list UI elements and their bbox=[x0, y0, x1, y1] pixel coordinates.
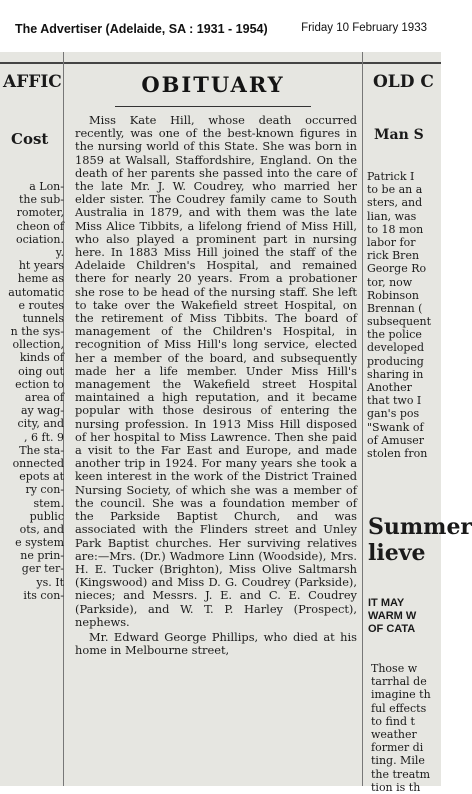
text-line: ots, and bbox=[19, 522, 64, 536]
heading-divider bbox=[115, 106, 311, 107]
text-line: subsequent bbox=[367, 315, 432, 329]
text-line: gan's pos bbox=[367, 407, 420, 421]
text-line: the sub- bbox=[19, 193, 64, 207]
text-line: labor for bbox=[367, 235, 416, 249]
subheadline-line: OF CATA bbox=[368, 623, 416, 635]
headline-line: Summer bbox=[368, 514, 472, 540]
text-line: public bbox=[29, 509, 64, 523]
text-line: stem. bbox=[33, 496, 64, 510]
text-line: epots at bbox=[19, 470, 64, 484]
text-line: weather bbox=[371, 727, 417, 741]
text-line: ne prin- bbox=[20, 549, 64, 563]
left-column bbox=[0, 52, 64, 786]
text-line: The sta- bbox=[19, 443, 64, 457]
subheadline-line: WARM W bbox=[368, 610, 417, 622]
text-line: Patrick I bbox=[367, 170, 415, 183]
text-line: ys. It bbox=[36, 575, 64, 589]
text-line: heme as bbox=[17, 272, 64, 286]
text-line: kinds of bbox=[19, 351, 64, 365]
text-line: tor, now bbox=[367, 275, 413, 289]
right-column-text-lower bbox=[371, 662, 431, 794]
text-line: , 6 ft. 9 bbox=[24, 430, 64, 444]
text-line: that two I bbox=[367, 394, 422, 408]
right-column-headline bbox=[368, 514, 472, 566]
text-line: ociation. bbox=[15, 232, 64, 246]
text-line: romoter, bbox=[16, 206, 64, 220]
text-line: Another bbox=[367, 381, 412, 394]
text-line: "Swank of bbox=[367, 420, 424, 434]
text-line: city, and bbox=[17, 417, 64, 431]
text-line: sters, and bbox=[367, 196, 423, 210]
text-line: tarrhal de bbox=[371, 675, 427, 689]
text-line: George Ro bbox=[367, 262, 427, 276]
text-line: the treatm bbox=[371, 767, 431, 781]
text-line: e system bbox=[15, 536, 64, 550]
text-line: a Lon- bbox=[29, 180, 64, 193]
text-line: tunnels bbox=[22, 311, 64, 325]
obituary-paragraph: Mr. Edward George Phillips, who died at his home in Melbourne street, bbox=[75, 629, 357, 658]
text-line: cheon of bbox=[16, 219, 64, 233]
newspaper-clipping bbox=[0, 52, 472, 794]
text-line: Brennan ( bbox=[367, 301, 423, 315]
text-line: lian, was bbox=[367, 209, 417, 223]
right-column-heading: OLD C bbox=[373, 72, 434, 92]
text-line: to 18 mon bbox=[367, 222, 424, 236]
text-line: the police bbox=[367, 328, 422, 342]
text-line: ollection, bbox=[12, 338, 64, 352]
text-line: rick Bren bbox=[367, 249, 420, 263]
publication-title: The Advertiser (Adelaide, SA : 1931 - 1954) bbox=[15, 22, 268, 36]
text-line: to find t bbox=[371, 714, 415, 728]
text-line: ger ter- bbox=[21, 562, 64, 576]
obituary-heading: OBITUARY bbox=[141, 72, 285, 97]
text-line: Those w bbox=[371, 662, 418, 675]
text-line: automatic bbox=[8, 285, 64, 299]
text-line: its con- bbox=[23, 588, 64, 602]
left-column-subheading: Cost bbox=[11, 130, 49, 148]
text-line: imagine th bbox=[371, 688, 431, 702]
text-line: sharing in bbox=[367, 367, 424, 381]
right-column-subheading: Man S bbox=[374, 127, 424, 143]
obituary-column bbox=[65, 52, 361, 786]
text-line: onnected bbox=[12, 456, 64, 470]
text-line: developed bbox=[367, 341, 425, 355]
right-column-text bbox=[367, 170, 431, 460]
text-line: n the sys- bbox=[10, 325, 64, 339]
left-column-text bbox=[0, 180, 64, 602]
text-line: e routes bbox=[18, 298, 64, 312]
text-line: area of bbox=[24, 391, 64, 404]
left-column-heading: AFFIC bbox=[3, 72, 62, 92]
text-line: ht years bbox=[18, 259, 64, 273]
text-line: Robinson bbox=[367, 288, 419, 302]
text-line: producing bbox=[367, 354, 424, 368]
obituary-body bbox=[75, 114, 357, 659]
text-line: ful effects bbox=[371, 701, 427, 715]
text-line: of Amuser bbox=[367, 433, 425, 447]
text-line: stolen fron bbox=[367, 446, 428, 460]
page-header bbox=[0, 0, 441, 52]
text-line: ay wag- bbox=[20, 404, 64, 418]
text-line: ting. Mile bbox=[371, 754, 425, 768]
publication-date: Friday 10 February 1933 bbox=[301, 22, 427, 34]
headline-line: lieve bbox=[368, 540, 426, 566]
right-column-subheadline bbox=[368, 597, 416, 636]
text-line: ry con- bbox=[25, 483, 64, 497]
subheadline-line: IT MAY bbox=[368, 597, 405, 609]
text-line: to be an a bbox=[367, 183, 423, 197]
text-line: oing out bbox=[18, 364, 64, 378]
obituary-paragraph: Miss Kate Hill, whose death occurred recently, was one of the best-known figures in the nursing world of this State. She was born in 1859 at Walsall, Staffordshire, England. On the death of her parents she passed into the care of the late Mr. J. W. Coudrey, who married her elder sister. The Coudrey family came to South Australia in 1879, and with them was the late Miss Alice Tibbits, a lifelong friend of Miss Hill, who also played a prominent part in nursing here. In 1883 Miss Hill joined the staff of the Adelaide Children's Hospital, and remained there for nearly 20 years. From a probationer she rose to be head of the nursing staff. She left to take over the Wakefield street Hospital, on the retirement of Miss Tibbits. The board of management of the Children's Hospital, in recognition of Miss Hill's long service, elected her a member of the board, and subsequently made her a life member. Under Miss Hill's management the Wakefield street Hospital maintained a high reputation, and it became popular with those desirous of entering the nursing profession. In 1913 Miss Hill disposed of her hospital to Miss Lawrence. Then she paid a visit to the Far East and Europe, and made another trip in 1924. For many years she took a keen interest in the work of the District Trained Nursing Society, of which she was a member of the council. She was a foundation member of the Parkside Baptist Church, and was associated with the Flinders street and Unley Park Baptist churches. Her surviving relatives are:—Mrs. (Dr.) Wadmore Linn (Woodside), Mrs. H. E. Tucker (Brighton), Miss Olive Saltmarsh (Kingswood) and Miss D. G. Coudrey (Parkside), nieces; and Messrs. J. E. and C. E. Coudrey (Parkside), and W. T. P. Harley (Prospect), nephews. bbox=[75, 113, 357, 629]
text-line: former di bbox=[371, 741, 424, 755]
text-line: tion is th bbox=[371, 780, 421, 794]
text-line: y. bbox=[55, 245, 64, 259]
text-line: ection to bbox=[15, 377, 64, 391]
right-column bbox=[362, 52, 472, 794]
